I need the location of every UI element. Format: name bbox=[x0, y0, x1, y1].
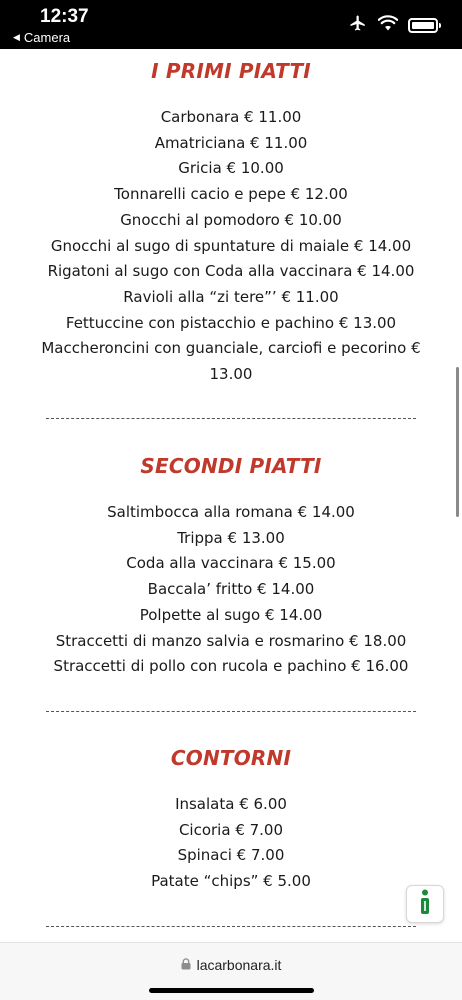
section-title: CONTORNI bbox=[170, 746, 292, 770]
menu-item: Saltimbocca alla romana € 14.00 bbox=[107, 503, 355, 521]
menu-item: Maccheroncini con guanciale, carciofi e pecorino € 13.00 bbox=[41, 339, 421, 384]
section-secondi-piatti bbox=[0, 454, 462, 680]
back-arrow-icon: ◀ bbox=[13, 32, 20, 42]
menu-item: Amatriciana € 11.00 bbox=[154, 133, 308, 152]
back-label: Camera bbox=[23, 30, 71, 45]
menu-list bbox=[0, 105, 462, 388]
lock-icon bbox=[181, 957, 191, 973]
status-icons bbox=[348, 14, 438, 36]
menu-item: Patate “chips” € 5.00 bbox=[151, 872, 311, 891]
page-scrollbar[interactable] bbox=[456, 367, 459, 517]
menu-item: Baccala’ fritto € 14.00 bbox=[147, 580, 315, 599]
menu-item: Straccetti di pollo con rucola e pachino € 16.00 bbox=[53, 657, 409, 676]
menu-item: Gricia € 10.00 bbox=[178, 159, 284, 178]
section-divider bbox=[46, 711, 416, 712]
menu-item: Gnocchi al pomodoro € 10.00 bbox=[120, 210, 342, 229]
menu-item: Ravioli alla “zi tere”’ € 11.00 bbox=[123, 287, 339, 306]
menu-item: Polpette al sugo € 14.00 bbox=[139, 605, 323, 624]
accessibility-button[interactable] bbox=[406, 885, 444, 923]
home-indicator[interactable] bbox=[149, 988, 314, 993]
section-divider bbox=[46, 926, 416, 927]
wifi-icon bbox=[378, 15, 398, 35]
menu-item: Spinaci € 7.00 bbox=[177, 846, 285, 865]
menu-item: Fettuccine con pistacchio e pachino € 13.00 bbox=[65, 313, 397, 332]
menu-list bbox=[0, 792, 462, 895]
back-to-camera-link[interactable] bbox=[13, 30, 70, 45]
menu-list bbox=[0, 500, 462, 680]
menu-item: Carbonara € 11.00 bbox=[160, 108, 302, 126]
airplane-icon bbox=[348, 14, 368, 36]
section-contorni bbox=[0, 746, 462, 895]
menu-item: Rigatoni al sugo con Coda alla vaccinara € 14.00 bbox=[47, 262, 415, 281]
url-domain: lacarbonara.it bbox=[196, 957, 282, 973]
menu-item: Insalata € 6.00 bbox=[175, 795, 287, 813]
menu-item: Coda alla vaccinara € 15.00 bbox=[126, 554, 336, 573]
section-divider bbox=[46, 418, 416, 419]
url-display[interactable] bbox=[0, 957, 462, 973]
battery-icon bbox=[408, 18, 438, 33]
menu-item: Straccetti di manzo salvia e rosmarino € 18.00 bbox=[55, 631, 407, 650]
menu-item: Tonnarelli cacio e pepe € 12.00 bbox=[114, 185, 348, 204]
section-primi-piatti bbox=[0, 59, 462, 388]
menu-item: Trippa € 13.00 bbox=[177, 528, 285, 547]
menu-item: Cicoria € 7.00 bbox=[178, 820, 284, 839]
section-title: SECONDI PIATTI bbox=[140, 454, 322, 478]
accessibility-icon bbox=[419, 889, 431, 919]
section-title: I PRIMI PIATTI bbox=[151, 59, 311, 83]
status-bar bbox=[0, 0, 462, 49]
menu-item: Gnocchi al sugo di spuntature di maiale € 14.00 bbox=[50, 236, 412, 255]
menu-content bbox=[0, 49, 462, 942]
clock: 12:37 bbox=[40, 6, 89, 27]
